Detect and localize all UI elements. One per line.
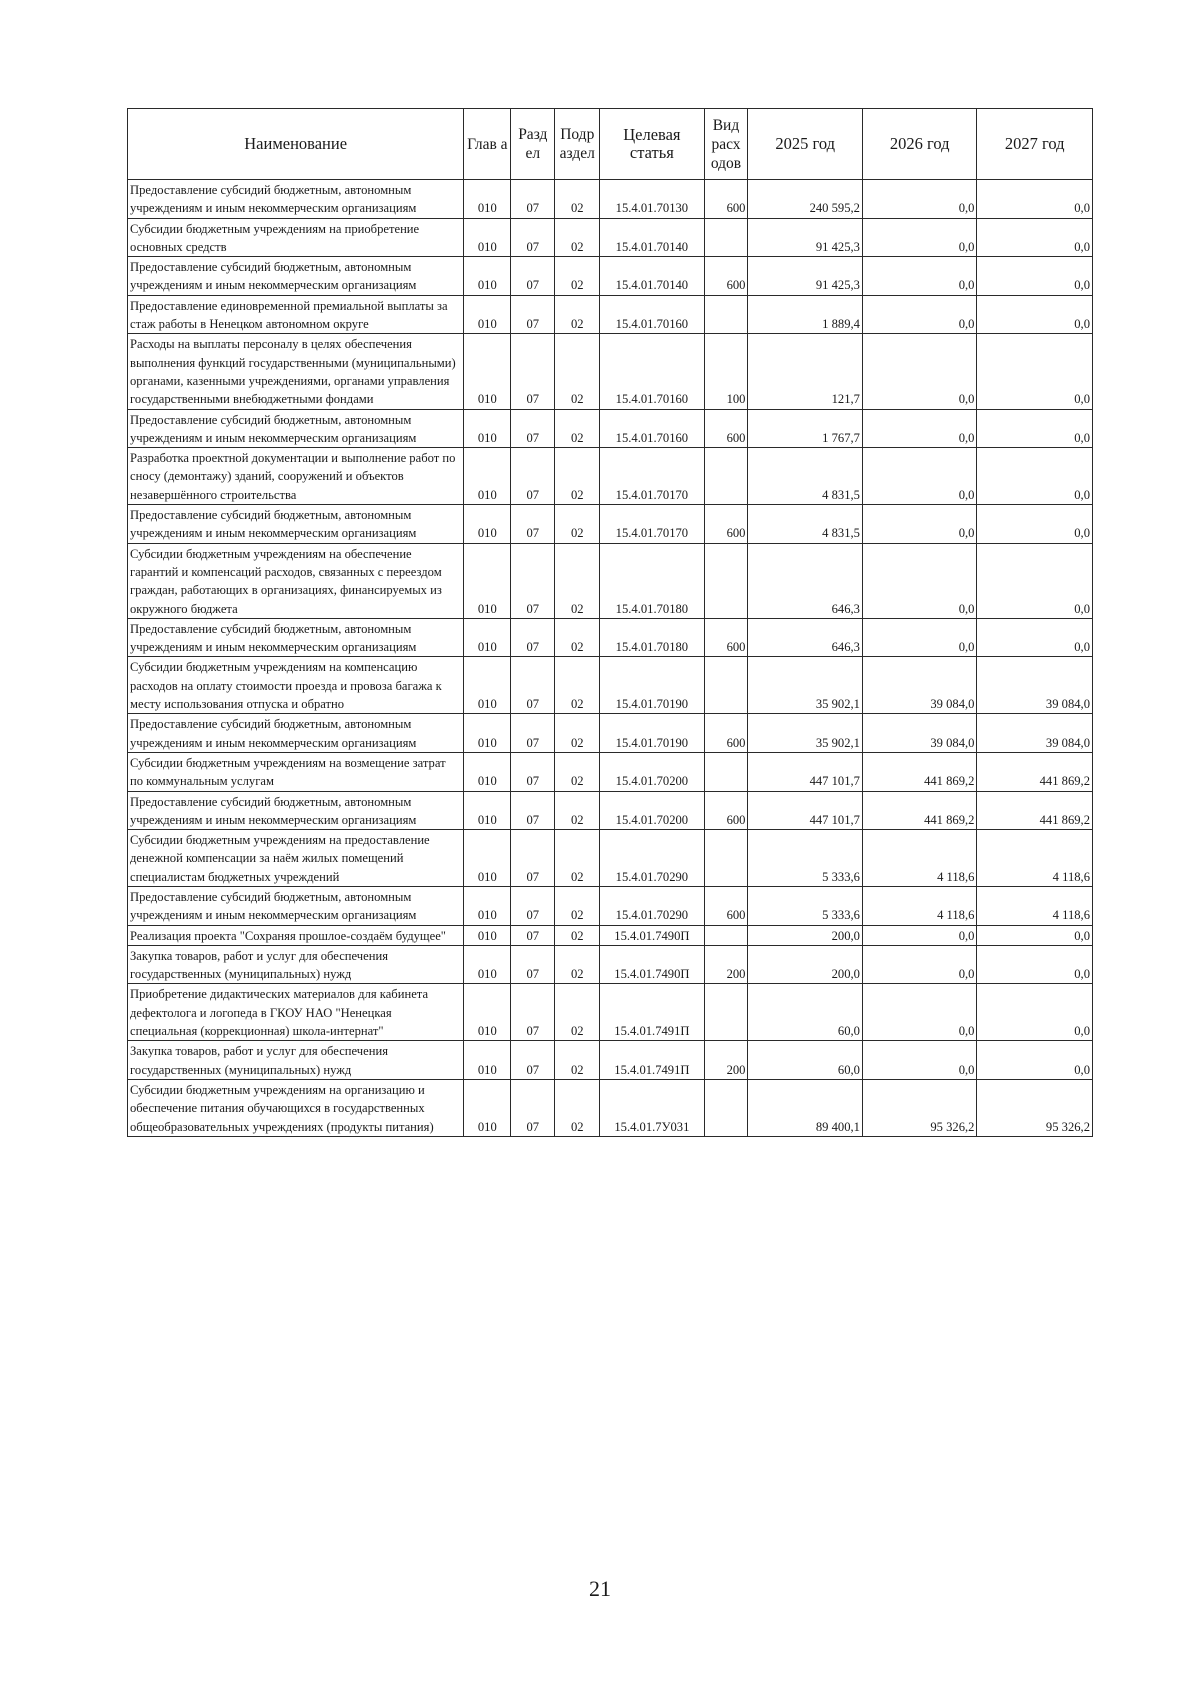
table-row [128,1041,1093,1080]
row-glava: 010 [464,752,511,791]
header-podrazdel: Подр аздел [555,109,600,180]
row-name: Предоставление единовременной премиальной выплаты за стаж работы в Ненецком автономном округе [128,295,464,334]
row-2027: 441 869,2 [977,791,1093,830]
table-row [128,505,1093,544]
row-2025: 646,3 [748,618,862,657]
row-glava: 010 [464,505,511,544]
row-glava: 010 [464,830,511,887]
row-2027: 0,0 [977,1041,1093,1080]
row-2027: 0,0 [977,925,1093,945]
row-vid: 600 [704,791,748,830]
row-vid: 600 [704,257,748,296]
row-name: Предоставление субсидий бюджетным, автономным учреждениям и иным некоммерческим организациям [128,886,464,925]
row-2027: 0,0 [977,295,1093,334]
row-razdel: 07 [511,543,555,618]
row-target: 15.4.01.70200 [600,791,704,830]
header-target: Целевая статья [600,109,704,180]
row-2026: 39 084,0 [862,714,976,753]
row-target: 15.4.01.70190 [600,714,704,753]
row-razdel: 07 [511,180,555,219]
row-glava: 010 [464,657,511,714]
row-2025: 35 902,1 [748,714,862,753]
row-razdel: 07 [511,657,555,714]
row-2025: 60,0 [748,984,862,1041]
row-target: 15.4.01.70190 [600,657,704,714]
row-2026: 0,0 [862,295,976,334]
row-2025: 121,7 [748,334,862,409]
row-glava: 010 [464,984,511,1041]
row-2025: 1 767,7 [748,409,862,448]
row-2027: 0,0 [977,543,1093,618]
row-2026: 0,0 [862,505,976,544]
row-2025: 89 400,1 [748,1079,862,1136]
row-glava: 010 [464,448,511,505]
row-vid [704,984,748,1041]
row-2026: 441 869,2 [862,791,976,830]
row-2027: 0,0 [977,180,1093,219]
header-razdel: Разд ел [511,109,555,180]
row-vid [704,830,748,887]
row-2025: 5 333,6 [748,830,862,887]
row-name: Реализация проекта "Сохраняя прошлое-создаём будущее" [128,925,464,945]
row-glava: 010 [464,791,511,830]
row-vid: 100 [704,334,748,409]
row-name: Предоставление субсидий бюджетным, автономным учреждениям и иным некоммерческим организациям [128,618,464,657]
row-glava: 010 [464,409,511,448]
row-target: 15.4.01.7490П [600,925,704,945]
header-vid: Вид расх одов [704,109,748,180]
row-name: Закупка товаров, работ и услуг для обеспечения государственных (муниципальных) нужд [128,1041,464,1080]
table-row [128,448,1093,505]
row-2027: 0,0 [977,505,1093,544]
row-2025: 200,0 [748,925,862,945]
header-name: Наименование [128,109,464,180]
row-vid: 600 [704,409,748,448]
row-2027: 0,0 [977,984,1093,1041]
row-name: Предоставление субсидий бюджетным, автономным учреждениям и иным некоммерческим организациям [128,409,464,448]
row-razdel: 07 [511,714,555,753]
row-target: 15.4.01.70290 [600,886,704,925]
page-number: 21 [589,1576,611,1601]
row-2026: 0,0 [862,945,976,984]
row-podrazdel: 02 [555,543,600,618]
row-glava: 010 [464,180,511,219]
row-target: 15.4.01.70290 [600,830,704,887]
row-podrazdel: 02 [555,334,600,409]
row-2027: 39 084,0 [977,657,1093,714]
row-2025: 60,0 [748,1041,862,1080]
row-2027: 441 869,2 [977,752,1093,791]
row-2027: 0,0 [977,618,1093,657]
row-glava: 010 [464,925,511,945]
table-row [128,945,1093,984]
row-2025: 447 101,7 [748,791,862,830]
row-podrazdel: 02 [555,886,600,925]
row-2025: 4 831,5 [748,505,862,544]
row-target: 15.4.01.70200 [600,752,704,791]
row-2027: 4 118,6 [977,886,1093,925]
row-glava: 010 [464,218,511,257]
row-2026: 0,0 [862,618,976,657]
row-glava: 010 [464,945,511,984]
table-header [128,109,1093,180]
row-2025: 240 595,2 [748,180,862,219]
row-2026: 441 869,2 [862,752,976,791]
table-row [128,295,1093,334]
row-podrazdel: 02 [555,295,600,334]
row-vid [704,657,748,714]
table-row [128,791,1093,830]
row-2026: 0,0 [862,1041,976,1080]
row-podrazdel: 02 [555,618,600,657]
row-podrazdel: 02 [555,1041,600,1080]
row-vid: 600 [704,618,748,657]
row-name: Субсидии бюджетным учреждениям на предоставление денежной компенсации за наём жилых помещений специалистам бюджетных учреждений [128,830,464,887]
row-target: 15.4.01.70180 [600,618,704,657]
row-glava: 010 [464,714,511,753]
row-name: Расходы на выплаты персоналу в целях обеспечения выполнения функций государственными (муниципальными) органами, казенными учреждениями, органами управления государственными внебюджетными фондами [128,334,464,409]
row-2026: 0,0 [862,409,976,448]
row-2025: 91 425,3 [748,257,862,296]
row-podrazdel: 02 [555,714,600,753]
row-razdel: 07 [511,830,555,887]
row-2025: 200,0 [748,945,862,984]
table-row [128,218,1093,257]
header-2026: 2026 год [862,109,976,180]
row-2027: 95 326,2 [977,1079,1093,1136]
row-glava: 010 [464,257,511,296]
row-target: 15.4.01.7491П [600,1041,704,1080]
row-vid: 600 [704,886,748,925]
table-row [128,334,1093,409]
row-target: 15.4.01.70140 [600,218,704,257]
row-name: Субсидии бюджетным учреждениям на организацию и обеспечение питания обучающихся в государственных общеобразовательных учреждениях (продукты питания) [128,1079,464,1136]
row-razdel: 07 [511,945,555,984]
budget-table [127,108,1093,1137]
row-2026: 39 084,0 [862,657,976,714]
row-vid: 600 [704,180,748,219]
row-razdel: 07 [511,409,555,448]
row-2027: 0,0 [977,334,1093,409]
row-podrazdel: 02 [555,830,600,887]
row-2026: 4 118,6 [862,830,976,887]
table-row [128,752,1093,791]
row-target: 15.4.01.7У031 [600,1079,704,1136]
row-razdel: 07 [511,257,555,296]
row-2025: 5 333,6 [748,886,862,925]
row-glava: 010 [464,295,511,334]
row-name: Субсидии бюджетным учреждениям на компенсацию расходов на оплату стоимости проезда и провоза багажа к месту использования отпуска и обратно [128,657,464,714]
row-podrazdel: 02 [555,791,600,830]
row-2026: 0,0 [862,448,976,505]
row-name: Разработка проектной документации и выполнение работ по сносу (демонтажу) зданий, сооружений и объектов незавершённого строительства [128,448,464,505]
row-2027: 0,0 [977,448,1093,505]
row-vid [704,295,748,334]
row-name: Субсидии бюджетным учреждениям на обеспечение гарантий и компенсаций расходов, связанных с переездом граждан, работающих в организациях, финансируемых из окружного бюджета [128,543,464,618]
row-podrazdel: 02 [555,925,600,945]
row-2027: 0,0 [977,257,1093,296]
row-vid [704,448,748,505]
row-name: Субсидии бюджетным учреждениям на приобретение основных средств [128,218,464,257]
table-row [128,1079,1093,1136]
row-2026: 0,0 [862,334,976,409]
row-razdel: 07 [511,886,555,925]
row-podrazdel: 02 [555,257,600,296]
table-row [128,714,1093,753]
row-podrazdel: 02 [555,218,600,257]
row-name: Предоставление субсидий бюджетным, автономным учреждениям и иным некоммерческим организациям [128,257,464,296]
row-glava: 010 [464,543,511,618]
row-razdel: 07 [511,618,555,657]
row-2027: 0,0 [977,945,1093,984]
row-glava: 010 [464,618,511,657]
row-razdel: 07 [511,218,555,257]
row-2026: 0,0 [862,257,976,296]
row-2027: 0,0 [977,409,1093,448]
row-2025: 4 831,5 [748,448,862,505]
row-podrazdel: 02 [555,657,600,714]
row-podrazdel: 02 [555,1079,600,1136]
table-row [128,409,1093,448]
row-razdel: 07 [511,505,555,544]
row-target: 15.4.01.7491П [600,984,704,1041]
row-2027: 0,0 [977,218,1093,257]
header-glava: Глав а [464,109,511,180]
row-2025: 1 889,4 [748,295,862,334]
row-target: 15.4.01.70170 [600,448,704,505]
row-2025: 35 902,1 [748,657,862,714]
row-target: 15.4.01.70130 [600,180,704,219]
header-row [128,109,1093,180]
row-target: 15.4.01.70170 [600,505,704,544]
table-row [128,180,1093,219]
row-2025: 91 425,3 [748,218,862,257]
row-razdel: 07 [511,1041,555,1080]
row-2026: 95 326,2 [862,1079,976,1136]
row-target: 15.4.01.70160 [600,334,704,409]
header-2025: 2025 год [748,109,862,180]
row-2026: 0,0 [862,984,976,1041]
row-vid [704,752,748,791]
row-vid [704,925,748,945]
row-vid [704,218,748,257]
row-glava: 010 [464,886,511,925]
row-2026: 0,0 [862,180,976,219]
row-razdel: 07 [511,791,555,830]
row-name: Субсидии бюджетным учреждениям на возмещение затрат по коммунальным услугам [128,752,464,791]
row-vid: 200 [704,1041,748,1080]
table-row [128,984,1093,1041]
row-2025: 646,3 [748,543,862,618]
table-row [128,618,1093,657]
row-glava: 010 [464,1041,511,1080]
row-target: 15.4.01.70180 [600,543,704,618]
table-row [128,657,1093,714]
table-row [128,925,1093,945]
row-podrazdel: 02 [555,409,600,448]
row-vid: 600 [704,714,748,753]
row-2027: 4 118,6 [977,830,1093,887]
table-body [128,180,1093,1137]
row-2026: 0,0 [862,925,976,945]
table-row [128,543,1093,618]
row-name: Приобретение дидактических материалов для кабинета дефектолога и логопеда в ГКОУ НАО "Ненецкая специальная (коррекционная) школа-интернат" [128,984,464,1041]
row-2027: 39 084,0 [977,714,1093,753]
row-razdel: 07 [511,1079,555,1136]
row-target: 15.4.01.70140 [600,257,704,296]
row-razdel: 07 [511,984,555,1041]
table-row [128,257,1093,296]
row-podrazdel: 02 [555,945,600,984]
row-vid: 600 [704,505,748,544]
row-2026: 0,0 [862,543,976,618]
row-razdel: 07 [511,752,555,791]
row-razdel: 07 [511,295,555,334]
row-target: 15.4.01.7490П [600,945,704,984]
row-podrazdel: 02 [555,752,600,791]
row-vid [704,1079,748,1136]
row-razdel: 07 [511,925,555,945]
row-razdel: 07 [511,334,555,409]
row-2025: 447 101,7 [748,752,862,791]
row-vid [704,543,748,618]
row-podrazdel: 02 [555,180,600,219]
row-2026: 0,0 [862,218,976,257]
row-target: 15.4.01.70160 [600,409,704,448]
row-glava: 010 [464,334,511,409]
row-podrazdel: 02 [555,505,600,544]
row-name: Предоставление субсидий бюджетным, автономным учреждениям и иным некоммерческим организациям [128,714,464,753]
row-target: 15.4.01.70160 [600,295,704,334]
row-name: Предоставление субсидий бюджетным, автономным учреждениям и иным некоммерческим организациям [128,505,464,544]
header-2027: 2027 год [977,109,1093,180]
row-podrazdel: 02 [555,984,600,1041]
row-razdel: 07 [511,448,555,505]
row-name: Предоставление субсидий бюджетным, автономным учреждениям и иным некоммерческим организациям [128,791,464,830]
row-glava: 010 [464,1079,511,1136]
row-2026: 4 118,6 [862,886,976,925]
row-vid: 200 [704,945,748,984]
row-name: Предоставление субсидий бюджетным, автономным учреждениям и иным некоммерческим организациям [128,180,464,219]
row-name: Закупка товаров, работ и услуг для обеспечения государственных (муниципальных) нужд [128,945,464,984]
table-row [128,886,1093,925]
table-row [128,830,1093,887]
row-podrazdel: 02 [555,448,600,505]
